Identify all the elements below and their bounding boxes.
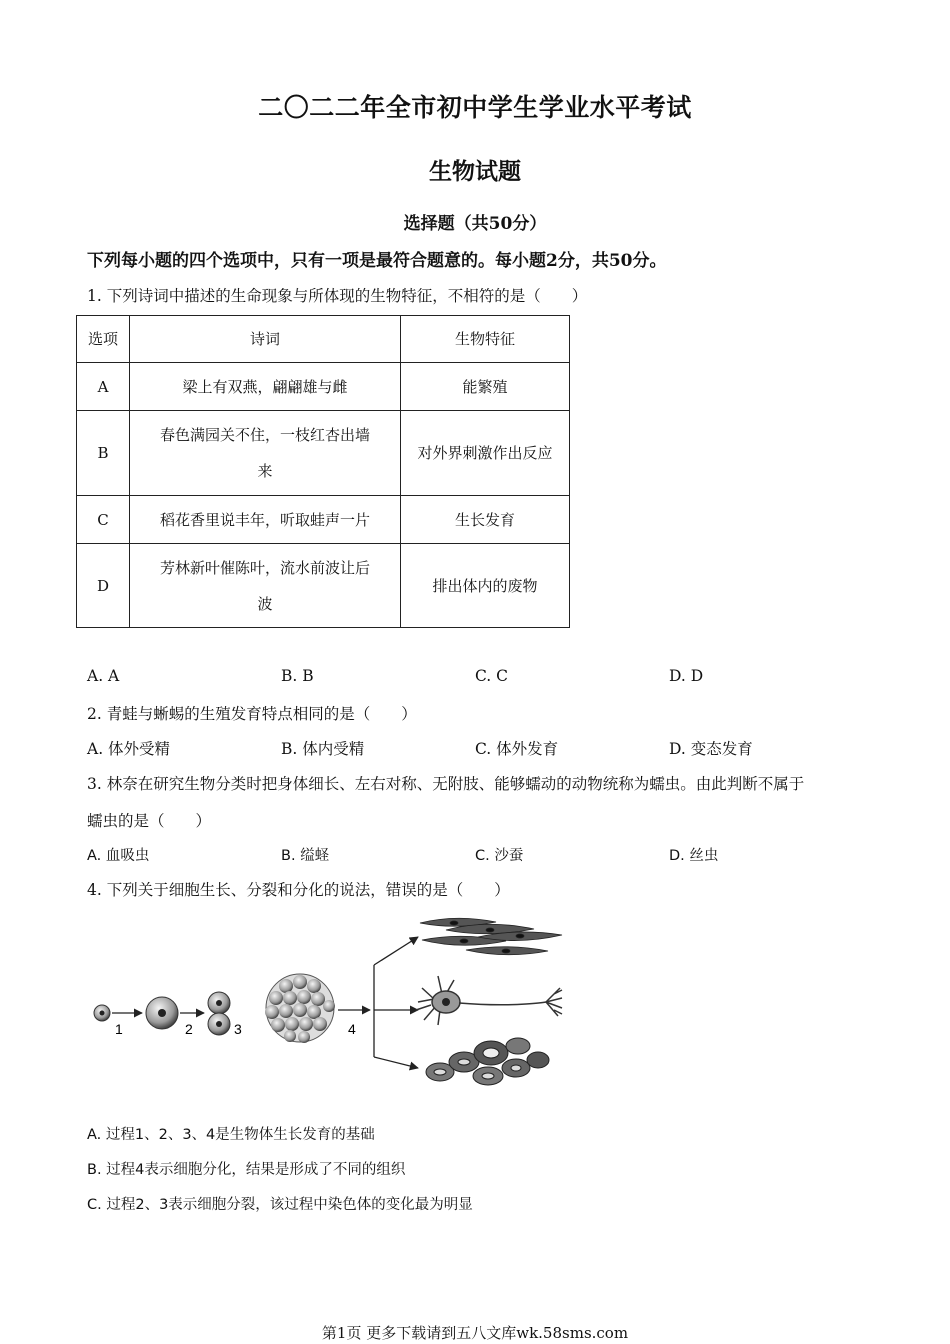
table-row	[77, 496, 570, 544]
table-cell-feature: 排出体内的废物	[401, 544, 570, 628]
table-cell-poem	[130, 496, 401, 544]
q3-option-d[interactable]: D. 丝虫	[669, 848, 719, 864]
subject-title: 生物试题	[429, 158, 521, 185]
poem-line: 稻花香里说丰年，听取蛙声一片	[159, 510, 370, 529]
cell-development-diagram	[86, 910, 566, 1095]
table-cell-poem	[130, 363, 401, 411]
table-header-cell: 生物特征	[401, 316, 570, 363]
q4-option-c[interactable]: C. 过程2、3表示细胞分裂，该过程中染色体的变化最为明显	[87, 1197, 473, 1213]
table-cell-option: C	[77, 496, 130, 544]
process-label: 3	[234, 1021, 242, 1037]
q1-option-c[interactable]: C. C	[475, 667, 509, 685]
q3-option-a[interactable]: A. 血吸虫	[87, 848, 150, 864]
table-cell-option: A	[77, 363, 130, 411]
table-cell-feature: 能繁殖	[401, 363, 570, 411]
dividing-cells-icon	[208, 992, 230, 1035]
poem-line: 梁上有双燕，翩翩雄与雌	[182, 377, 348, 396]
q3-stem-line2: 蠕虫的是（ ）	[87, 812, 212, 830]
table-row	[77, 411, 570, 496]
q1-option-d[interactable]: D. D	[669, 667, 704, 685]
q1-stem: 1. 下列诗词中描述的生命现象与所体现的生物特征，不相符的是（ ）	[87, 287, 588, 305]
q4-option-a[interactable]: A. 过程1、2、3、4是生物体生长发育的基础	[87, 1127, 375, 1143]
q3-stem-line1: 3. 林奈在研究生物分类时把身体细长、左右对称、无附肢、能够蠕动的动物统称为蠕虫。由此判断不属于	[87, 775, 805, 793]
branch-arrows	[374, 937, 418, 1068]
q2-option-b[interactable]: B. 体内受精	[281, 740, 365, 758]
q3-option-b[interactable]: B. 缢蛏	[281, 848, 330, 864]
grown-cell-icon	[146, 997, 178, 1029]
single-cell-icon	[94, 1005, 110, 1021]
table-cell-poem	[130, 411, 401, 496]
page-footer: 第1页 更多下载请到五八文库wk.58sms.com	[321, 1324, 629, 1342]
process-label: 4	[348, 1021, 356, 1037]
q2-option-a[interactable]: A. 体外受精	[87, 740, 171, 758]
page-title: 二〇二二年全市初中学生学业水平考试	[258, 93, 692, 122]
poem-line: 春色满园关不住，一枝红杏出墙	[159, 426, 370, 444]
q2-option-d[interactable]: D. 变态发育	[669, 740, 753, 758]
table-cell-feature: 生长发育	[401, 496, 570, 544]
poem-line: 来	[257, 462, 273, 480]
q1-option-b[interactable]: B. B	[281, 667, 314, 685]
q4-stem: 4. 下列关于细胞生长、分裂和分化的说法，错误的是（ ）	[87, 881, 510, 899]
poem-line: 芳林新叶催陈叶，流水前波让后	[159, 558, 370, 577]
process-label: 2	[185, 1021, 193, 1037]
q4-option-b[interactable]: B. 过程4表示细胞分化，结果是形成了不同的组织	[87, 1162, 406, 1178]
nerve-cell-icon	[416, 976, 562, 1025]
table-row	[77, 363, 570, 411]
process-label: 1	[115, 1021, 123, 1037]
q2-stem: 2. 青蛙与蜥蜴的生殖发育特点相同的是（ ）	[87, 705, 417, 723]
poem-line: 波	[257, 594, 273, 613]
table-cell-option: B	[77, 411, 130, 496]
table-header-cell: 选项	[77, 316, 130, 363]
instructions: 下列每小题的四个选项中，只有一项是最符合题意的。每小题2分，共50分。	[87, 251, 667, 271]
muscle-tissue-icon	[420, 918, 562, 955]
q2-option-c[interactable]: C. 体外发育	[475, 740, 559, 758]
table-cell-poem	[130, 544, 401, 628]
q1-option-a[interactable]: A. A	[87, 667, 120, 685]
q1-table	[76, 315, 570, 628]
section-heading: 选择题（共50分）	[403, 214, 547, 234]
table-cell-option: D	[77, 544, 130, 628]
table-cell-feature: 对外界刺激作出反应	[401, 411, 570, 496]
blood-cells-icon	[426, 1038, 549, 1085]
table-header-cell: 诗词	[130, 316, 401, 363]
cell-cluster-icon	[265, 974, 335, 1043]
q3-option-c[interactable]: C. 沙蚕	[475, 848, 524, 864]
table-row	[77, 544, 570, 628]
table-header-row	[77, 316, 570, 363]
